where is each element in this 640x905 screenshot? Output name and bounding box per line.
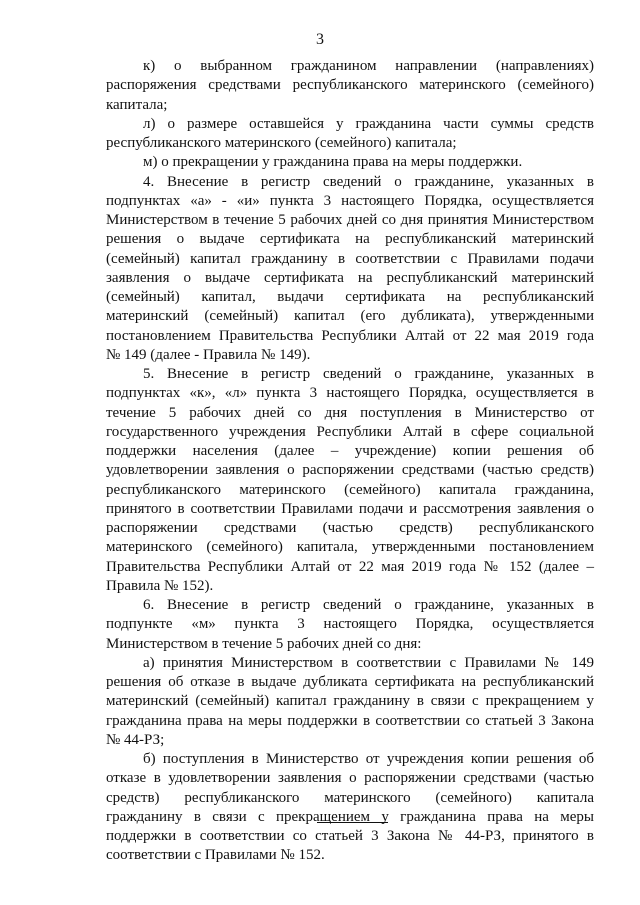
text-line: к) о выбранном гражданином направлении (направлениях) [143,58,594,74]
text-line: подпункте «м» пункта 3 настоящего Порядка, осуществляется [106,616,594,633]
text-line: а) принятия Министерством в соответствии с Правилами № 149 [143,654,594,671]
text-line: решения о выдаче сертификата на республиканский материнский [106,231,594,248]
text-line: гражданину в связи с прекращением у гражданина права на меры [106,808,594,825]
text-line: (семейный) капитал гражданину в соответствии с Правилами подачи [106,250,594,267]
text-line: средств) республиканского материнского (семейного) капитала [106,789,594,806]
text-line: Министерством в течение 5 рабочих дней со дня принятия Министерством [106,212,594,228]
paragraph-a [106,654,594,750]
text-line: подпунктах «к», «л» пункта 3 настоящего Порядка, осуществляется в [106,385,594,402]
text-line: поддержки в соответствии со статьей 3 Закона № 44-РЗ, принятого в [106,828,594,844]
text-line: 4. Внесение в регистр сведений о гражданине, указанных в [143,173,594,190]
text-line: материнский (семейный) капитал (его дубликата), утвержденными [106,308,594,325]
text-line: 5. Внесение в регистр сведений о гражданине, указанных в [143,366,594,382]
paragraph-5 [106,365,594,596]
text-line: № 44-РЗ; [106,731,165,748]
text-line: Правительства Республики Алтай от 22 мая 2019 года № 152 (далее – [106,558,594,575]
text-line: (семейный) капитал, выдачи сертификата на республиканский [106,289,594,305]
document-body [106,57,594,866]
text-line: заявления о выдаче сертификата на республиканский материнский [106,269,594,286]
text-line: материнский (семейный) капитал гражданину в связи с прекращением у [106,693,594,710]
paragraph-m [106,153,594,172]
text-line: течение 5 рабочих дней со дня поступления в Министерство от [106,404,594,421]
paragraph-b [106,750,594,866]
text-line: л) о размере оставшейся у гражданина части суммы средств [143,115,594,132]
paragraph-k [106,57,594,115]
end-separator-line [317,822,388,823]
text-line: Министерством в течение 5 рабочих дней со дня: [106,635,422,652]
text-line: гражданина права на меры поддержки в соответствии со статьей 3 Закона [106,712,594,729]
text-line: поддержки населения (далее – учреждение) копии решения об [106,443,594,459]
text-line: подпунктах «а» - «и» пункта 3 настоящего Порядка, осуществляется [106,192,594,209]
text-line: б) поступления в Министерство от учреждения копии решения об [143,751,594,767]
text-line: 6. Внесение в регистр сведений о гражданине, указанных в [143,597,594,613]
text-line: распоряжения средствами республиканского материнского (семейного) [106,77,594,94]
text-line: капитала; [106,96,168,113]
text-line: решения об отказе в выдаче дубликата сертификата на республиканский [106,674,594,690]
text-line: постановлением Правительства Республики Алтай от 22 мая 2019 года [106,327,594,344]
text-line: м) о прекращении у гражданина права на меры поддержки. [143,154,523,171]
paragraph-6 [106,596,594,654]
text-line: республиканского материнского (семейного) капитала гражданина, [106,481,594,498]
paragraph-4 [106,173,594,366]
text-line: отказе в удовлетворении заявления о распоряжении средствами (частью [106,770,594,787]
text-line: соответствии с Правилами № 152. [106,847,325,864]
text-line: удовлетворении заявления о распоряжении средствами (частью средств) [106,462,594,479]
text-line: материнского (семейного) капитала, утвержденными постановлением [106,539,594,556]
page-number: 3 [316,31,324,48]
text-line: распоряжении средствами (частью средств) республиканского [106,520,594,536]
text-line: № 149 (далее - Правила № 149). [106,346,311,363]
paragraph-l [106,115,594,154]
text-line: республиканского материнского (семейного) капитала; [106,135,457,151]
text-line: Правила № 152). [106,577,214,594]
text-line: государственного учреждения Республики Алтай в сфере социальной [106,423,594,440]
text-line: принятого в соответствии Правилами подачи и рассмотрения заявления о [106,500,594,517]
